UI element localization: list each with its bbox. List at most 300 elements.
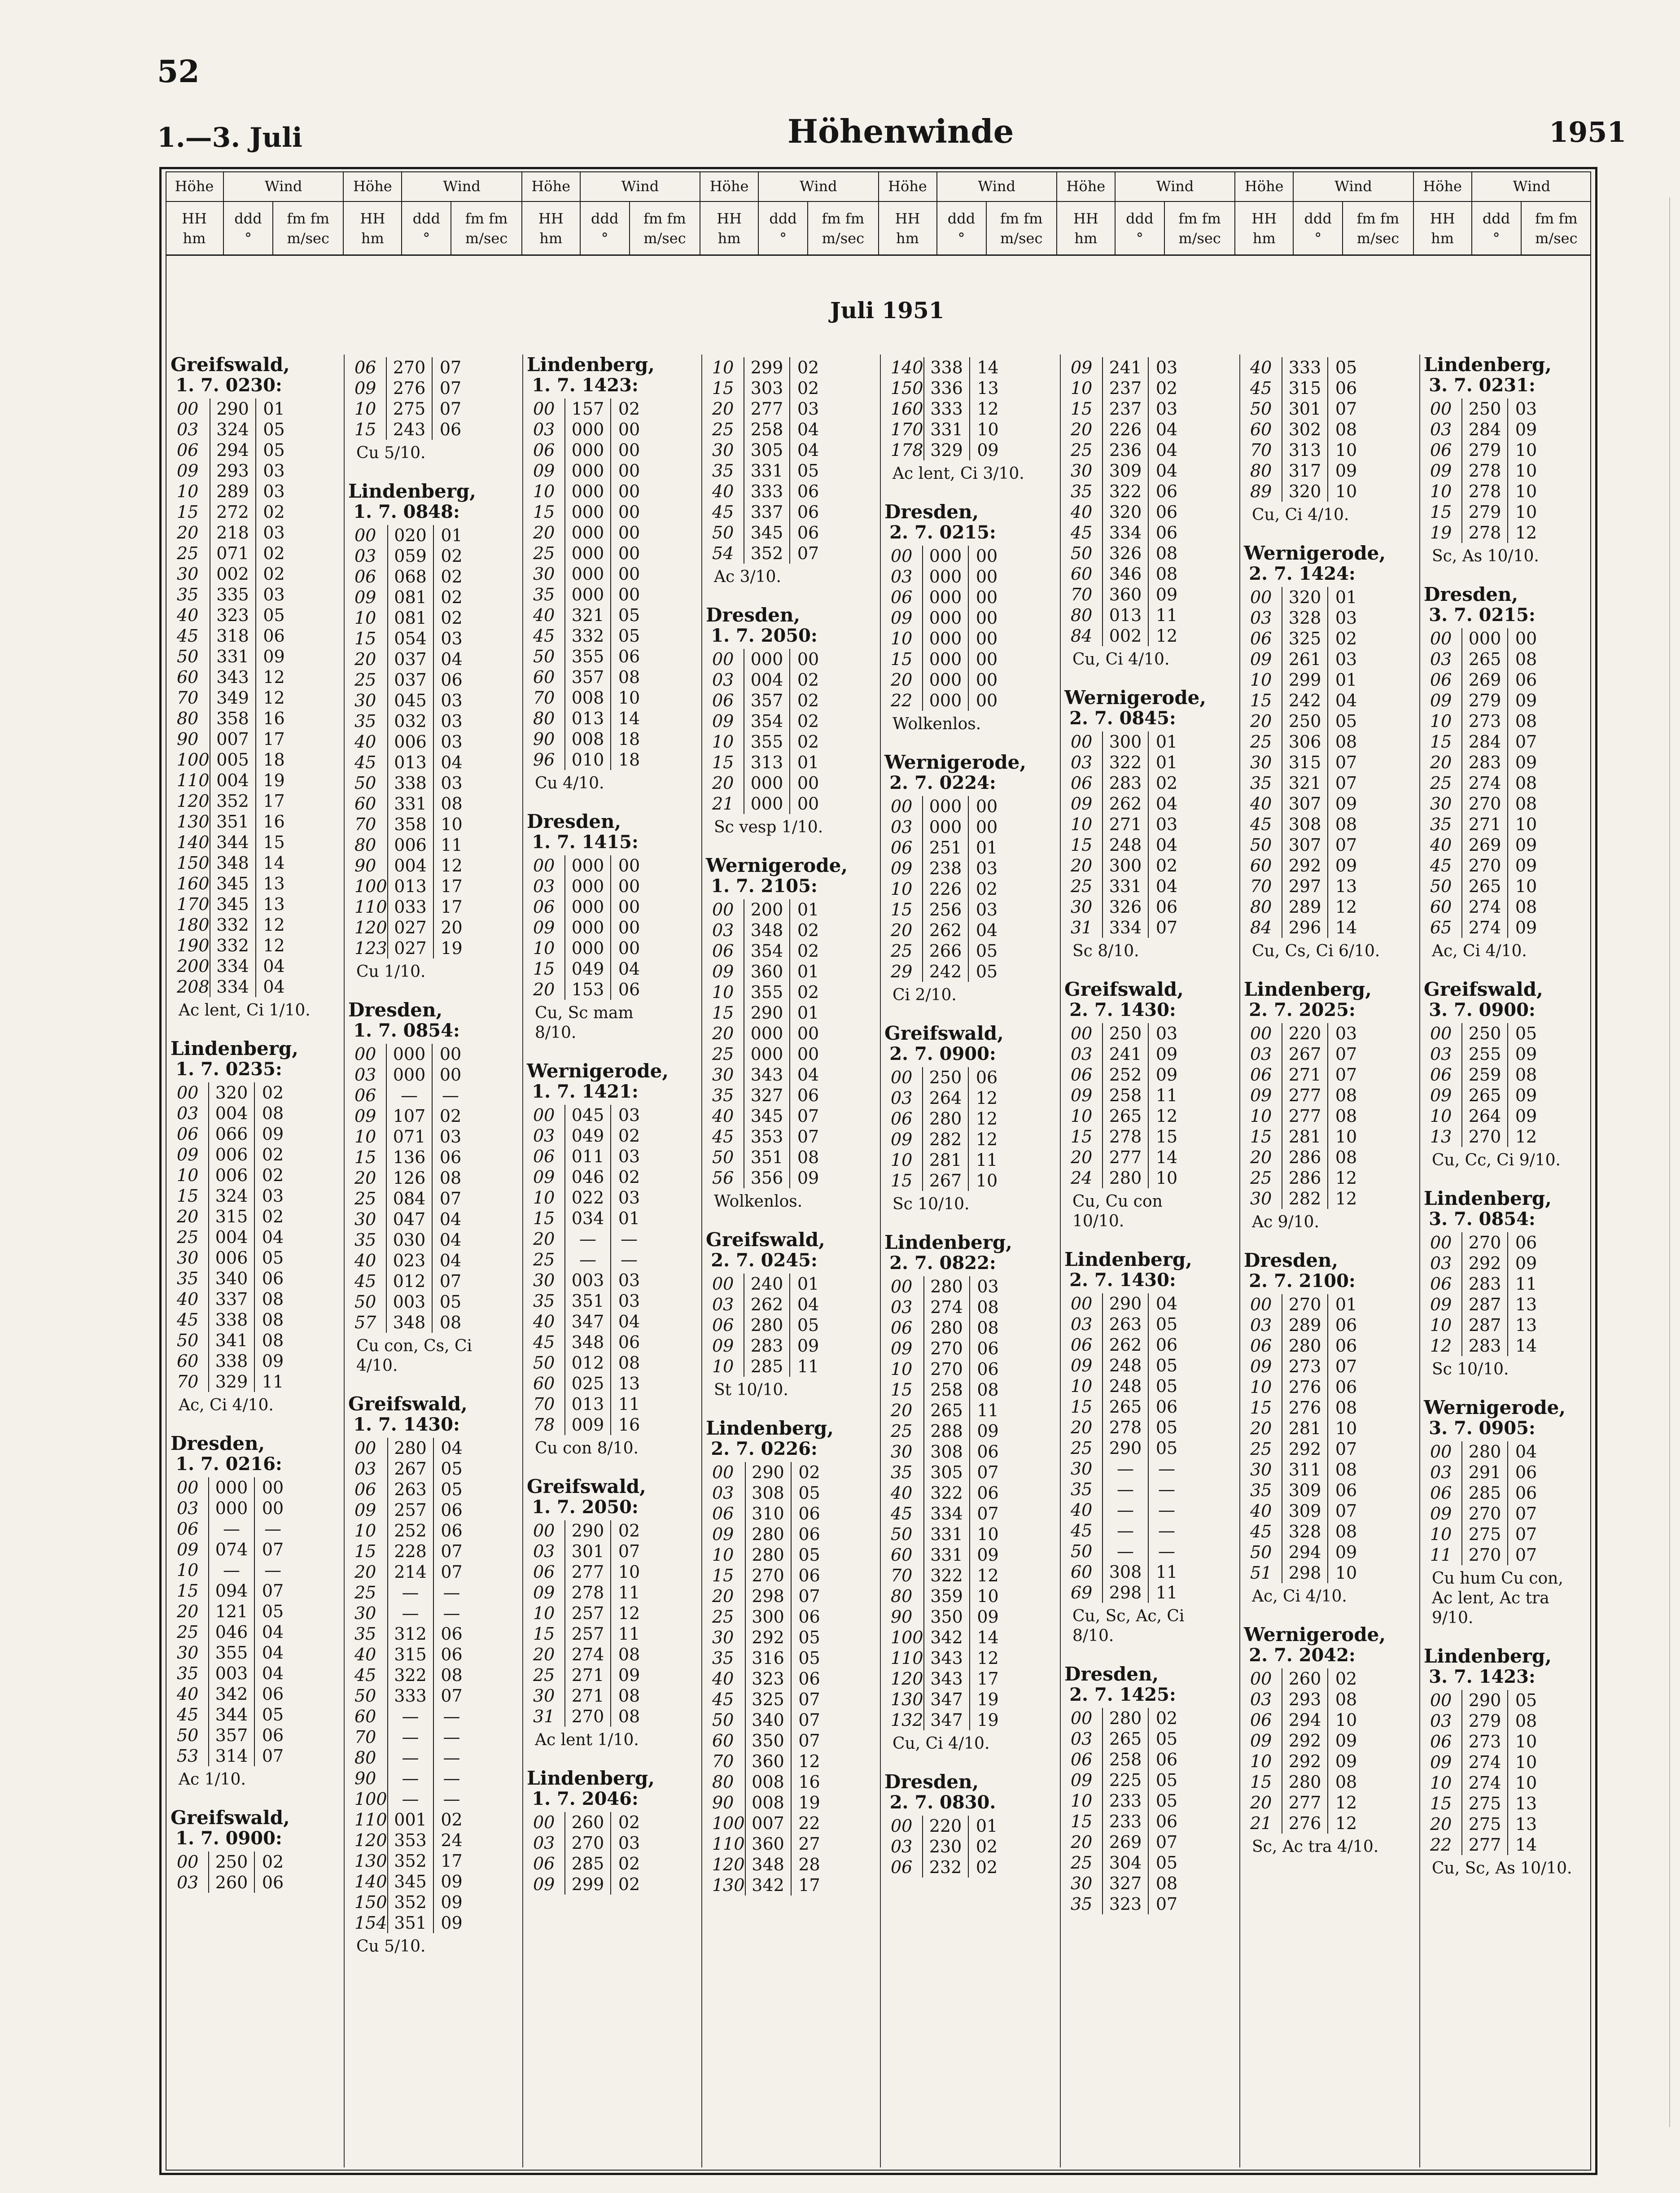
speed-cell: 00 [976,567,998,587]
speed-cell: 03 [618,1833,640,1853]
speed-cell: 04 [976,920,998,940]
direction-cell: 275 [386,398,432,419]
table-row [354,670,470,690]
station-name: Greifswald, [171,354,290,376]
height-cell: 30 [1250,1189,1272,1208]
table-row [532,1332,647,1353]
table-row [176,1580,291,1601]
speed-cell: 09 [441,1913,463,1933]
table-row [532,1685,647,1706]
table-row [1070,605,1185,626]
table-row [354,1871,470,1892]
height-cell: 40 [354,732,376,752]
direction-cell: 331 [210,646,256,667]
direction-cell: 000 [923,649,968,670]
height-cell: 00 [1071,732,1093,752]
table-row [1249,1792,1364,1813]
height-cell: 22 [891,691,913,710]
height-cell: 09 [1071,358,1093,377]
table-row [1070,1064,1185,1085]
direction-cell: 297 [1282,876,1328,897]
direction-cell: 025 [565,1373,611,1394]
direction-cell: — [1102,1458,1148,1479]
speed-cell: 05 [1335,358,1357,377]
direction-cell: 338 [388,773,433,793]
direction-cell: 352 [210,791,256,811]
direction-cell: 280 [924,1318,970,1338]
speed-cell: 00 [797,1044,819,1064]
observation-table [890,796,1005,982]
direction-cell: 351 [210,811,256,832]
height-cell: 170 [891,420,923,439]
speed-cell: 10 [1335,1710,1357,1730]
column-separator [1239,355,1240,2167]
direction-cell: 286 [1282,1147,1328,1168]
height-cell: 57 [354,1313,376,1332]
table-row [890,1648,1006,1668]
height-cell: 200 [177,956,210,976]
height-cell: 35 [1071,481,1093,501]
direction-cell: 242 [1282,690,1328,711]
cloud-remark: Wolkenlos. [714,1192,803,1211]
direction-cell: 000 [923,690,968,711]
table-row [1429,1524,1544,1545]
header-fm: fm fm [1178,210,1221,227]
speed-cell: 19 [441,938,463,958]
table-row [711,460,826,481]
speed-cell: 08 [1335,1106,1357,1126]
table-row [176,1560,291,1580]
speed-cell: 03 [441,732,463,752]
speed-cell: 02 [797,920,819,940]
direction-cell: 046 [209,1622,254,1642]
table-row [354,1106,468,1126]
table-row [711,1710,827,1730]
height-cell: 50 [891,1524,913,1544]
speed-cell: 05 [797,461,819,481]
table-row [1249,460,1364,481]
speed-cell: 03 [618,1105,640,1125]
height-cell: 15 [1071,1397,1093,1417]
speed-cell: 04 [618,1312,640,1331]
height-cell: 54 [712,543,734,563]
direction-cell: 344 [210,832,256,853]
table-row [176,1144,291,1165]
height-cell: 20 [1071,1418,1093,1437]
direction-cell: — [388,1603,433,1624]
header-wind: Wind [799,178,837,195]
table-row [890,837,1005,858]
table-row [711,1565,827,1586]
height-cell: 35 [177,1269,199,1288]
direction-cell: 279 [1462,440,1508,460]
table-row [1249,1044,1364,1064]
speed-cell: 08 [977,1380,999,1400]
speed-cell: 02 [263,502,285,522]
station-name: Wernigerode, [1244,1624,1386,1646]
height-cell: 03 [177,420,199,439]
height-cell: 09 [1250,649,1272,669]
speed-cell: 00 [618,856,640,875]
direction-cell: 005 [210,749,256,770]
direction-cell: 274 [1462,1773,1508,1793]
speed-cell: 02 [797,691,819,710]
height-cell: 15 [1430,1794,1452,1813]
height-cell: 80 [354,835,376,855]
table-row [532,1603,647,1624]
direction-cell: 345 [744,522,790,543]
direction-cell: 282 [1282,1188,1328,1209]
speed-cell: 18 [618,729,640,749]
speed-cell: 02 [262,1165,284,1185]
direction-cell: 345 [210,873,256,894]
speed-cell: 04 [1155,794,1178,814]
table-row [711,773,826,793]
height-cell: 30 [533,564,555,584]
table-row [1070,378,1185,398]
height-cell: 15 [891,1380,913,1400]
direction-cell: 346 [1102,564,1148,584]
height-cell: 25 [177,543,199,563]
height-cell: 25 [712,420,734,439]
direction-cell: 300 [1102,731,1148,752]
header-wind: Wind [1156,178,1194,195]
height-cell: 25 [1071,1438,1093,1458]
speed-cell: 10 [1335,1127,1357,1147]
height-cell: 30 [177,1643,199,1663]
direction-cell: 309 [1282,1501,1328,1521]
speed-cell: 07 [441,1686,463,1706]
table-row [532,1562,647,1582]
height-cell: 06 [1250,629,1272,648]
height-cell: 24 [1071,1168,1093,1188]
table-row [890,690,1005,711]
table-row [354,1064,468,1085]
speed-cell: 05 [1155,1791,1178,1811]
speed-cell: 13 [1515,1814,1537,1834]
height-cell: 30 [533,1686,555,1706]
height-cell: 19 [1430,523,1452,543]
header-hh: HH [1073,210,1098,227]
direction-cell: 007 [745,1813,791,1834]
table-row [354,1209,468,1230]
direction-cell: 276 [1282,1377,1328,1397]
height-cell: 45 [891,1504,913,1523]
speed-cell: 10 [977,1524,999,1544]
header-fm: fm fm [465,210,508,227]
direction-cell: 285 [1462,1483,1508,1503]
header-ddd: ddd [947,210,976,227]
header-ms: m/sec [1178,229,1221,247]
speed-cell: 09 [263,647,285,666]
table-row [532,1644,647,1665]
header-group-units [344,202,522,254]
height-cell: 00 [1430,1024,1452,1043]
station-block [1064,1249,1221,1646]
speed-cell: 02 [618,1812,640,1832]
header-fm: fm fm [643,210,686,227]
speed-cell: 13 [1335,876,1357,896]
table-row [176,398,292,419]
table-row [890,1067,1005,1088]
header-ddd: ddd [412,210,441,227]
height-cell: 09 [891,608,913,628]
header-group-labels [879,171,1057,201]
table-row [176,1704,291,1725]
height-cell: 80 [712,1772,734,1792]
speed-cell: 12 [263,688,285,708]
direction-cell: 071 [210,543,256,564]
table-row [532,1167,647,1187]
block-spacer [706,1895,863,1904]
table-row [1429,1023,1544,1044]
direction-cell: 306 [1282,731,1328,752]
direction-cell: 309 [1282,1480,1328,1501]
table-row [532,584,647,605]
height-cell: 40 [1250,1501,1272,1521]
height-cell: 40 [1250,794,1272,814]
direction-cell: 331 [744,460,790,481]
direction-cell: 321 [565,605,611,626]
table-row [890,1338,1006,1359]
table-row [1249,835,1364,855]
direction-cell: 000 [923,796,968,817]
direction-cell: 338 [924,357,970,378]
cloud-remark: Cu, Sc, Ac, Ci 8/10. [1072,1607,1185,1645]
station-name: Lindenberg, [171,1037,298,1059]
column-separator [880,355,881,2167]
height-cell: 30 [533,1270,555,1290]
speed-cell: 14 [1335,918,1357,937]
header-fm-cell [808,202,878,254]
header-group-labels [522,171,700,201]
table-row [890,1524,1006,1545]
height-cell: 160 [891,399,923,419]
speed-cell: 09 [1335,1751,1357,1771]
table-row [890,419,1006,440]
height-cell: 15 [177,1186,199,1206]
height-cell: 09 [1071,794,1093,814]
speed-cell: 11 [618,1394,640,1414]
table-row [532,1311,647,1332]
height-cell: 70 [533,688,555,708]
table-row [1249,378,1364,398]
cloud-remark: Cu con, Cs, Ci 4/10. [356,1337,472,1375]
table-row [1070,1355,1185,1376]
direction-cell: 013 [565,708,611,729]
cloud-remark: Sc 10/10. [1432,1360,1509,1379]
table-row [176,440,292,460]
height-cell: 100 [354,876,387,896]
observation-table [176,398,292,997]
height-cell: 40 [354,1645,376,1664]
speed-cell: 08 [1515,897,1537,917]
height-cell: 60 [1250,856,1272,875]
height-cell: 35 [1071,1480,1093,1499]
speed-cell: 12 [1515,523,1537,543]
table-row [711,1483,827,1503]
table-row [711,1294,826,1315]
direction-cell: 004 [209,1227,254,1248]
speed-cell: 06 [441,1645,463,1664]
table-row [890,546,1005,566]
table-row [1429,1064,1544,1085]
table-row [532,1706,647,1727]
direction-cell: 126 [386,1168,432,1188]
speed-cell: 02 [976,1857,998,1877]
direction-cell: 280 [388,1438,433,1458]
direction-cell: 300 [745,1606,791,1627]
speed-cell: 05 [1155,1376,1178,1396]
observation-table [890,1276,1006,1730]
station-block [1064,1664,1221,1923]
height-cell: 160 [177,874,210,893]
speed-cell: 09 [1515,918,1537,937]
direction-cell: 285 [565,1853,611,1874]
table-row [1429,419,1544,440]
direction-cell: 250 [1462,1023,1508,1044]
station-block [1424,584,1581,961]
table-row [711,522,826,543]
header-hoehe: Höhe [1414,171,1472,201]
direction-cell: 000 [744,649,790,670]
header-group-units [166,202,344,254]
height-cell: 35 [354,1624,376,1644]
observation-time: 2. 7. 0845: [1069,708,1176,729]
speed-cell: 07 [1155,1894,1178,1914]
header-group-units [700,202,879,254]
observation-time: 1. 7. 1423: [532,375,639,396]
table-row [1070,460,1185,481]
height-cell: 60 [891,1545,913,1565]
height-cell: 20 [533,980,555,999]
station-block [171,355,328,1020]
speed-cell: 07 [797,543,819,563]
direction-cell: 281 [923,1150,968,1170]
height-cell: 06 [1430,1274,1452,1294]
height-cell: 50 [177,647,199,666]
table-row [1429,1793,1544,1814]
table-row [711,1356,826,1377]
table-row [1070,1126,1185,1147]
speed-cell: 22 [798,1813,820,1833]
direction-cell: — [1102,1541,1148,1562]
table-row [1429,731,1544,752]
height-cell: 03 [1071,1314,1093,1334]
speed-cell: 17 [441,897,463,917]
table-row [532,1373,647,1394]
height-cell: 90 [354,856,376,875]
table-row [711,543,826,564]
height-cell: 09 [891,1339,913,1358]
height-cell: 10 [1071,814,1093,834]
height-cell: 09 [1430,461,1452,481]
station-block [171,1808,328,1902]
height-cell: 40 [891,1483,913,1503]
table-row [354,938,470,959]
table-row [890,1088,1005,1108]
direction-cell: 084 [386,1188,432,1209]
direction-cell: 250 [1102,1023,1148,1044]
station-name: Greifswald, [884,1022,1004,1044]
station-name: Lindenberg, [527,354,655,376]
speed-cell: 01 [1155,753,1178,772]
observation-time: 2. 7. 1425: [1069,1684,1176,1705]
direction-cell: 000 [565,440,611,460]
table-row [1429,1335,1544,1356]
table-row [1070,1873,1185,1894]
observation-time: 1. 7. 2105: [711,875,818,897]
table-row [176,1663,291,1684]
direction-cell: 002 [1102,626,1148,646]
speed-cell: 07 [1155,1832,1178,1852]
direction-cell: 027 [388,917,433,938]
observation-table [1070,731,1185,938]
observation-time: 1. 7. 0235: [175,1059,282,1080]
table-row [1429,1752,1544,1773]
table-row [176,667,292,687]
height-cell: 03 [1250,1044,1272,1064]
speed-cell: 03 [263,523,285,543]
direction-cell: 298 [745,1586,791,1606]
table-row [532,398,647,419]
direction-cell: 279 [1462,502,1508,522]
table-row [176,1248,291,1268]
main-title: Höhenwinde [788,112,1014,150]
speed-cell: 11 [262,1372,284,1392]
station-name: Greifswald, [1424,978,1543,1000]
data-column [527,355,684,1904]
height-cell: 00 [533,1521,555,1541]
table-row [1070,835,1185,855]
station-name: Dresden, [706,604,801,626]
direction-cell: — [388,1582,433,1603]
direction-cell: 007 [210,729,256,749]
direction-cell: 008 [745,1772,791,1792]
height-cell: 10 [712,1357,734,1376]
height-cell: 45 [1250,814,1272,834]
direction-cell: 264 [1462,1106,1508,1126]
speed-cell: 06 [439,1147,462,1167]
table-row [1429,855,1544,876]
height-cell: 03 [1430,1462,1452,1482]
table-row [532,1353,647,1373]
direction-cell: 012 [565,1353,611,1373]
direction-cell: 000 [386,1044,432,1064]
cloud-remark: Sc, As 10/10. [1432,547,1539,565]
speed-cell: 00 [618,938,640,958]
table-row [1249,1689,1364,1710]
table-row [176,1371,291,1392]
height-cell: 60 [177,1351,199,1371]
height-cell: 09 [1250,1357,1272,1376]
speed-cell: 07 [1335,773,1357,793]
data-column [348,355,505,1974]
table-row [176,1309,291,1330]
header-hoehe: Höhe [1057,171,1116,201]
station-name: Lindenberg, [1244,978,1372,1000]
speed-cell: 00 [262,1498,284,1518]
table-row [532,522,647,543]
observation-time: 1. 7. 0900: [175,1828,282,1849]
height-cell: 06 [891,1857,913,1877]
table-row [532,1582,647,1603]
table-row [1429,398,1544,419]
table-row [354,876,470,897]
table-row [176,1642,291,1663]
speed-cell: 03 [1335,649,1357,669]
table-row [532,502,647,522]
